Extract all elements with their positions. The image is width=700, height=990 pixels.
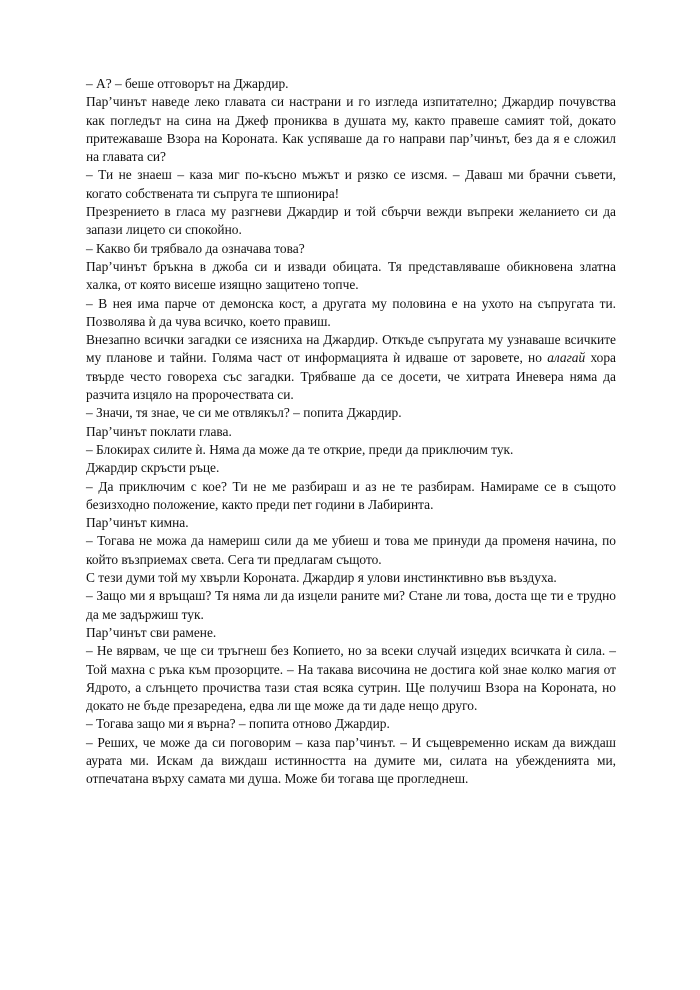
paragraph [86,331,616,404]
paragraph: Джардир скръсти ръце. [86,460,220,476]
paragraph: Пар’чинът бръкна в джоба си и извади обицата. Тя представляваше обикновена златна халка, от която висеше изящно защитено топче. [86,258,616,293]
paragraph: Пар’чинът сви рамене. [86,624,217,640]
paragraph: – Да приключим с кое? Ти не ме разбираш и аз не те разбирам. Намираме се в същото безизходно положение, както преди пет години в Лабиринта. [86,478,616,512]
paragraph: – Тогава защо ми я върна? – попита отново Джардир. [86,716,390,732]
paragraph: Пар’чинът поклати глава. [86,423,232,439]
paragraph: Пар’чинът наведе леко главата си настрани и го изгледа изпитателно; Джардир почувства как погледът на сина на Джеф прониква в душата му, както правеше самият той, докато притежаваше Взора на Короната. Как успяваше да го направи пар’чинът, без да я е сложил на главата си? [86,94,616,165]
paragraph: – А? – беше отговорът на Джардир. [86,76,289,91]
italic-term: алагай [547,350,586,366]
paragraph: Презрението в гласа му разгневи Джардир и той сбърчи вежди въпреки желанието си да запази лицето си спокойно. [86,204,616,238]
paragraph: – Тогава не можа да намериш сили да ме убиеш и това ме принуди да променя начина, по който възприемах света. Сега ти предлагам същото. [86,533,616,567]
paragraph: – Не вярвам, че ще си тръгнеш без Копието, но за всеки случай изцедих всичката ѝ сила. – Той махна с ръка към прозорците. – На такава височина не достига кой знае колко магия от Ядрото, а слънцето прочиства тази стая всяка сутрин. Ще получиш Взора на Короната, но докато не бъде презаредена, едва ли ще може да ти даде нещо друго. [86,643,616,714]
paragraph: С тези думи той му хвърли Короната. Джардир я улови инстинктивно във въздуха. [86,570,557,586]
paragraph: – В нея има парче от демонска кост, а другата му половина е на ухото на съпругата ти. Позволява ѝ да чува всичко, което правиш. [86,295,616,329]
paragraph: – Значи, тя знае, че си ме отвлякъл? – попита Джардир. [86,405,402,421]
paragraph: – Защо ми я връщаш? Тя няма ли да изцели раните ми? Стане ли това, доста ще ти е трудно да ме задържиш тук. [86,588,616,622]
paragraph: – Ти не знаеш – каза миг по-късно мъжът и рязко се изсмя. – Даваш ми брачни съвети, когато собствената ти съпруга те шпионира! [86,167,616,201]
paragraph: – Блокирах силите ѝ. Няма да може да те открие, преди да приключим тук. [86,441,514,457]
paragraph-text: Внезапно всички загадки се изясниха на Джардир. Откъде съпругата му узнаваше всичките му планове и тайни. Голяма част от информацията ѝ идваше от заровете, но [86,332,616,366]
document-page [86,75,616,789]
paragraph: – Реших, че може да си поговорим – каза пар’чинът. – И същевременно искам да виждаш аурата ми. Искам да виждаш истинността на думите ми, силата на убежденията ми, отпечатана върху самата ми душа. Може би тогава ще прогледнеш. [86,734,616,787]
paragraph-text: хора твърде често говореха със загадки. Трябваше да се досети, че хитрата Иневера няма да разчита изцяло на пророчествата си. [86,350,616,403]
paragraph: – Какво би трябвало да означава това? [86,240,305,256]
paragraph: Пар’чинът кимна. [86,515,189,531]
